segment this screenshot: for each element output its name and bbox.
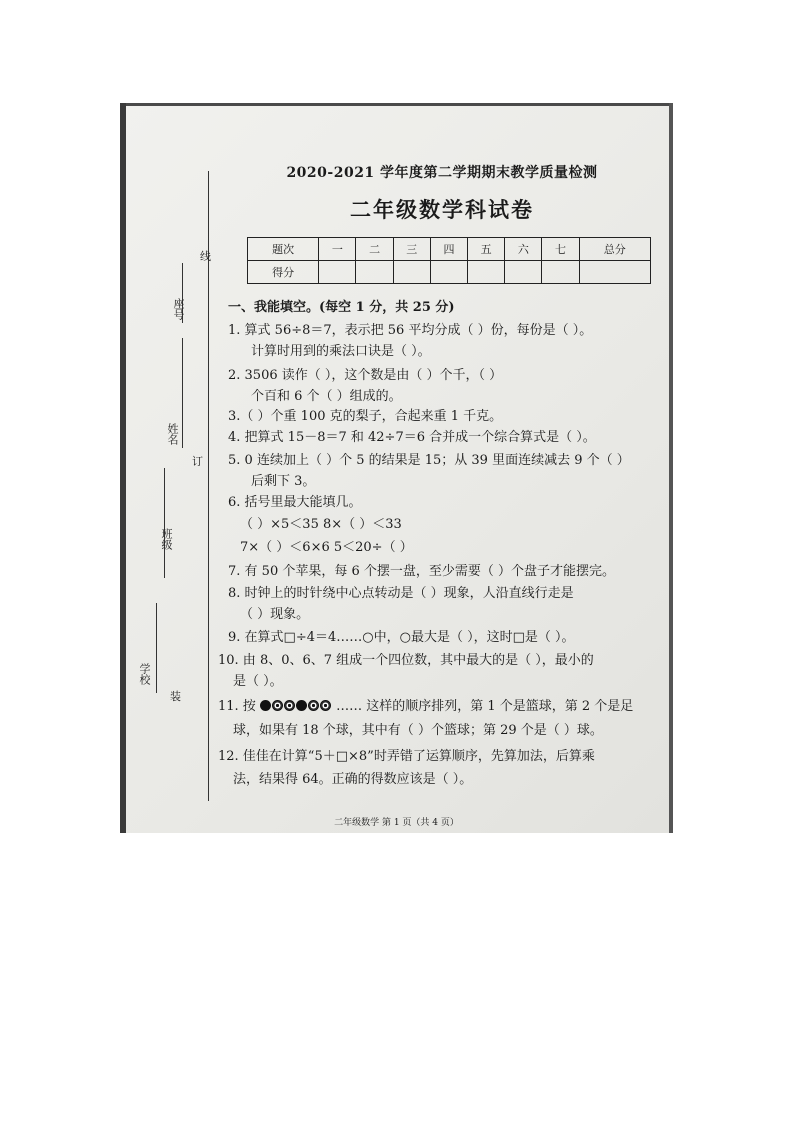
exam-year-title: 2020-2021 学年度第二学期期末教学质量检测 [286, 165, 598, 181]
question-11 [218, 698, 633, 716]
score-blank-cell[interactable] [393, 261, 430, 284]
question-2-cont: 个百和 6 个（ ）组成的。 [251, 389, 402, 404]
score-cell: 六 [505, 238, 542, 261]
photo-edge-top [120, 103, 673, 106]
soccer-ball-icon [320, 700, 331, 711]
question-8-cont: （ ）现象。 [240, 607, 310, 622]
score-row-label: 得分 [248, 261, 319, 284]
question-6-row1: （ ）×5＜35 8×（ ）＜33 [240, 517, 402, 532]
soccer-ball-icon [308, 700, 319, 711]
score-cell: 七 [542, 238, 579, 261]
soccer-ball-icon [272, 700, 283, 711]
class-label: 班级 [160, 528, 173, 550]
score-blank-cell[interactable] [542, 261, 579, 284]
question-5: 5. 0 连续加上（ ）个 5 的结果是 15；从 39 里面连续减去 9 个（ ） [228, 453, 630, 468]
seat-label: 座号 [172, 298, 185, 320]
score-cell: 四 [430, 238, 467, 261]
question-2: 2. 3506 读作（ ），这个数是由（ ）个千，（ ） [228, 368, 503, 383]
basketball-icon [296, 700, 307, 711]
score-table-header-row [248, 238, 651, 261]
question-9: 9. 在算式□÷4＝4……○中，○最大是（ ），这时□是（ ）。 [228, 630, 575, 645]
score-blank-cell[interactable] [505, 261, 542, 284]
name-blank [182, 338, 183, 448]
question-12-cont: 法，结果得 64。正确的得数应该是（ ）。 [233, 772, 473, 787]
question-10: 10. 由 8、0、6、7 组成一个四位数，其中最大的是（ ），最小的 [218, 653, 594, 668]
question-1: 1. 算式 56÷8＝7，表示把 56 平均分成（ ）份，每份是（ ）。 [228, 323, 593, 338]
soccer-ball-icon [284, 700, 295, 711]
question-11-prefix: 11. 按 [218, 699, 256, 714]
question-6-row2: 7×（ ）＜6×6 5＜20÷（ ） [240, 540, 413, 555]
exam-photo [120, 103, 673, 833]
basketball-icon [260, 700, 271, 711]
photo-edge-right [669, 103, 673, 833]
question-11-text: …… 这样的顺序排列，第 1 个是篮球，第 2 个是足 [336, 699, 634, 714]
question-8: 8. 时钟上的时针绕中心点转动是（ ）现象，人沿直线行走是 [228, 586, 574, 601]
question-10-cont: 是（ ）。 [233, 674, 283, 689]
score-cell: 三 [393, 238, 430, 261]
score-table-score-row [248, 261, 651, 284]
question-12: 12. 佳佳在计算“5＋□×8”时弄错了运算顺序，先算加法，后算乘 [218, 749, 595, 764]
class-blank [164, 468, 165, 578]
score-cell: 二 [356, 238, 393, 261]
score-blank-cell[interactable] [468, 261, 505, 284]
score-cell: 一 [319, 238, 356, 261]
question-3: 3.（ ）个重 100 克的梨子，合起来重 1 千克。 [228, 409, 503, 424]
binding-line-char: 线 [200, 250, 211, 263]
score-cell: 总分 [579, 238, 650, 261]
score-cell: 题次 [248, 238, 319, 261]
name-label: 姓名 [166, 423, 179, 445]
score-blank-cell[interactable] [579, 261, 650, 284]
binding-zhuang-char: 装 [170, 690, 181, 703]
score-blank-cell[interactable] [319, 261, 356, 284]
school-label: 学校 [138, 663, 151, 685]
section1-title: 一、我能填空。(每空 1 分，共 25 分) [228, 300, 455, 315]
school-blank [156, 603, 157, 693]
binding-ding-char: 订 [192, 455, 203, 468]
photo-edge-left [120, 103, 126, 833]
score-blank-cell[interactable] [356, 261, 393, 284]
exam-main-title: 二年级数学科试卷 [350, 197, 534, 222]
score-cell: 五 [468, 238, 505, 261]
question-4: 4. 把算式 15－8＝7 和 42÷7＝6 合并成一个综合算式是（ ）。 [228, 430, 596, 445]
score-table [247, 237, 651, 284]
score-blank-cell[interactable] [430, 261, 467, 284]
question-11-cont: 球，如果有 18 个球，其中有（ ）个篮球；第 29 个是（ ）球。 [233, 723, 603, 738]
page-footer: 二年级数学 第 1 页（共 4 页） [334, 818, 459, 828]
binding-dashed-line [208, 171, 209, 801]
question-7: 7. 有 50 个苹果，每 6 个摆一盘，至少需要（ ）个盘子才能摆完。 [228, 564, 616, 579]
question-1-cont: 计算时用到的乘法口诀是（ ）。 [251, 344, 431, 359]
question-5-cont: 后剩下 3。 [251, 474, 316, 489]
question-6: 6. 括号里最大能填几。 [228, 495, 362, 510]
